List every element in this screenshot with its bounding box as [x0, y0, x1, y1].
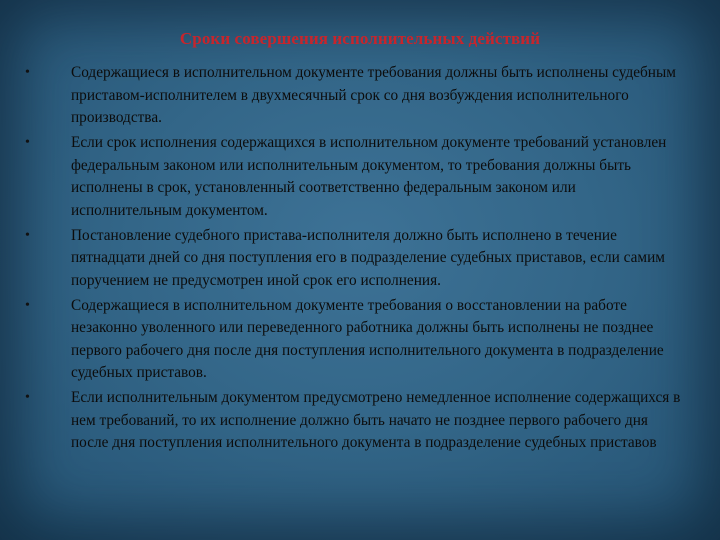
- list-item: [24, 387, 684, 455]
- bullet-dot-icon: •: [25, 297, 30, 313]
- list-item-text: Содержащиеся в исполнительном документе требования должны быть исполнены судебным приставом-исполнителем в двухмесячный срок со дня возбуждения исполнительного производства.: [71, 64, 676, 126]
- bullet-dot-icon: •: [25, 227, 30, 243]
- list-item-text: Содержащиеся в исполнительном документе требования о восстановлении на работе незаконно уволенного или переведенного работника должны быть исполнены не позднее первого рабочего дня после дня поступления исполнительного документа в подразделение судебных приставов.: [71, 296, 664, 381]
- list-item-text: Если срок исполнения содержащихся в исполнительном документе требований установлен федеральным законом или исполнительным документом, то требования должны быть исполнены в срок, установленный соответственно федеральным законом или исполнительным документом.: [71, 134, 667, 219]
- bullet-dot-icon: •: [25, 135, 30, 150]
- bullet-dot-icon: •: [25, 390, 30, 405]
- bullet-dot-icon: •: [25, 65, 30, 80]
- list-item: [24, 132, 684, 222]
- slide-title: Сроки совершения исполнительных действий: [179, 29, 541, 48]
- bullet-list: [24, 62, 684, 457]
- list-item-text: Если исполнительным документом предусмотрено немедленное исполнение содержащихся в нем требований, то их исполнение должно быть начато не позднее первого рабочего дня после дня поступления исполнительного документа в подразделение судебных приставов: [71, 389, 681, 451]
- list-item-text: Постановление судебного пристава-исполнителя должно быть исполнено в течение пятнадцати дней со дня поступления его в подразделение судебных приставов, если самим поручением не предусмотрен иной срок его исполнения.: [71, 226, 665, 289]
- list-item: [24, 62, 684, 130]
- list-item: [24, 225, 684, 293]
- list-item: [24, 295, 684, 385]
